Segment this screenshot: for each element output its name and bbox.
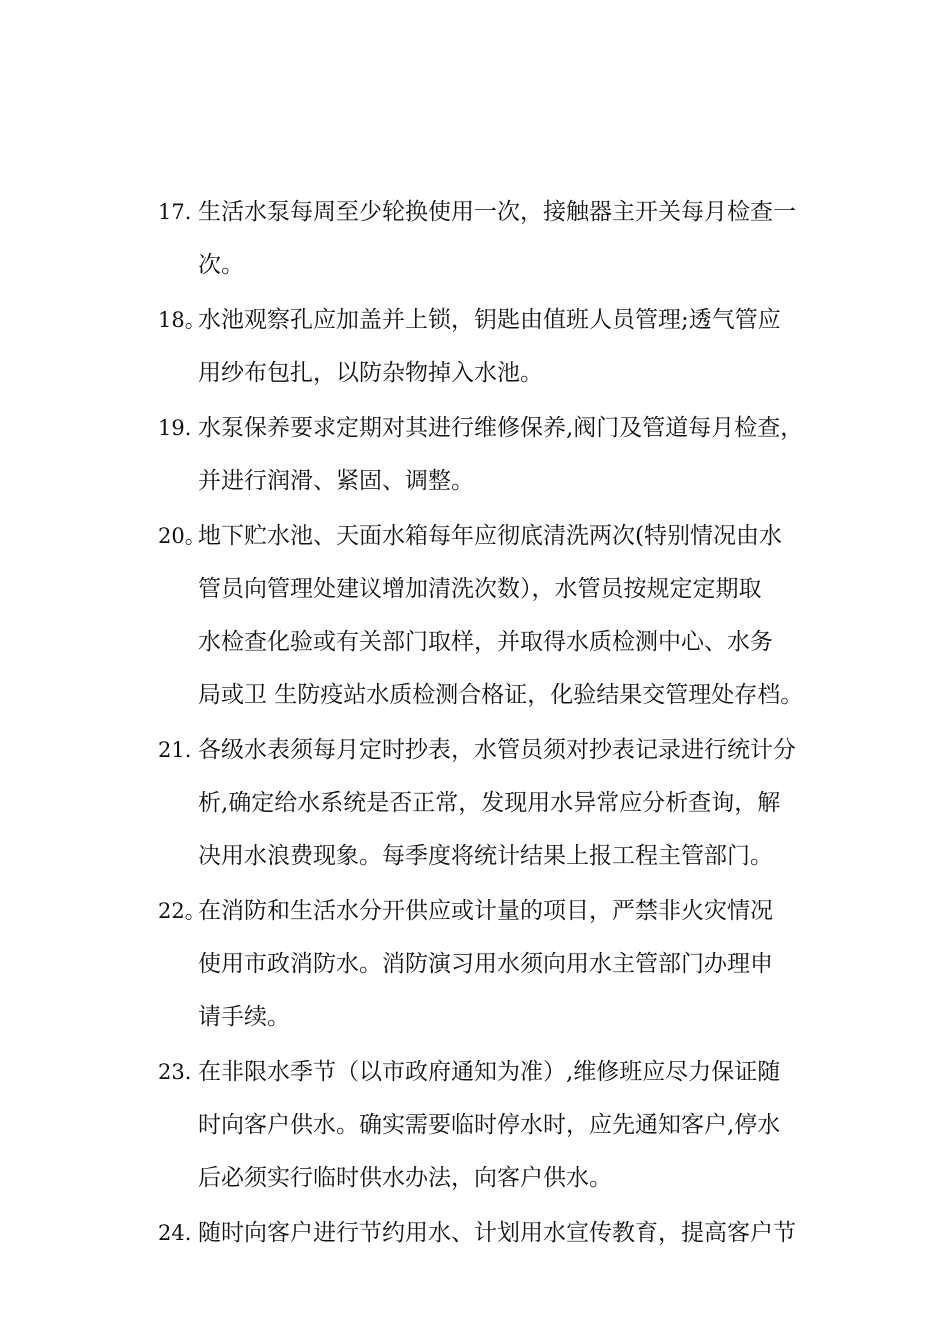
item-number: 18。	[158, 308, 206, 332]
item-text-line: 水池观察孔应加盖并上锁，钥匙由值班人员管理;透气管应	[198, 307, 781, 333]
list-item	[158, 724, 808, 883]
item-text-line: 生活水泵每周至少轮换使用一次，接触器主开关每月检查一	[198, 199, 796, 225]
item-text-line: 地下贮水池、天面水箱每年应彻底清洗两次(特别情况由水	[198, 523, 782, 549]
list-item	[158, 294, 808, 400]
item-text-line: 用纱布包扎，以防杂物掉入水池。	[198, 360, 543, 386]
item-text-line: 随时向客户进行节约用水、计划用水宣传教育，提高客户节	[198, 1220, 796, 1246]
item-text-line: 水泵保养要求定期对其进行维修保养,阀门及管道每月检查，	[198, 415, 804, 441]
item-number: 24.	[158, 1221, 192, 1245]
item-text-line: 次。	[198, 252, 244, 278]
item-number: 23.	[158, 1060, 192, 1084]
list-item	[158, 1207, 808, 1260]
item-text-line: 各级水表须每月定时抄表，水管员须对抄表记录进行统计分	[198, 737, 796, 763]
item-text-line: 管员向管理处建议增加清洗次数），水管员按规定定期取	[198, 576, 762, 602]
list-item	[158, 186, 808, 292]
item-text-line: 局或卫 生防疫站水质检测合格证，化验结果交管理处存档。	[198, 682, 804, 708]
list-item	[158, 885, 808, 1044]
item-text-line: 后必须实行临时供水办法，向客户供水。	[198, 1165, 612, 1191]
item-text-line: 请手续。	[198, 1004, 290, 1030]
item-number: 17.	[158, 200, 192, 224]
item-number: 21.	[158, 738, 192, 762]
item-text-line: 析,确定给水系统是否正常，发现用水异常应分析查询，解	[198, 790, 781, 816]
item-text-line: 决用水浪费现象。每季度将统计结果上报工程主管部门。	[198, 843, 773, 869]
list-item	[158, 1046, 808, 1205]
item-text-line: 使用市政消防水。消防演习用水须向用水主管部门办理申	[198, 951, 773, 977]
item-text-line: 并进行润滑、紧固、调整。	[198, 468, 474, 494]
item-text-line: 在非限水季节（以市政府通知为准）,维修班应尽力保证随	[198, 1059, 781, 1085]
item-text-line: 在消防和生活水分开供应或计量的项目，严禁非火灾情况	[198, 898, 773, 924]
item-text-line: 水检查化验或有关部门取样，并取得水质检测中心、水务	[198, 629, 773, 655]
item-text-line: 时向客户供水。确实需要临时停水时，应先通知客户,停水	[198, 1112, 781, 1138]
item-number: 22。	[158, 899, 206, 923]
list-item	[158, 510, 808, 722]
item-number: 20。	[158, 524, 206, 548]
list-item	[158, 402, 808, 508]
regulation-list	[158, 186, 808, 1262]
item-number: 19.	[158, 416, 192, 440]
